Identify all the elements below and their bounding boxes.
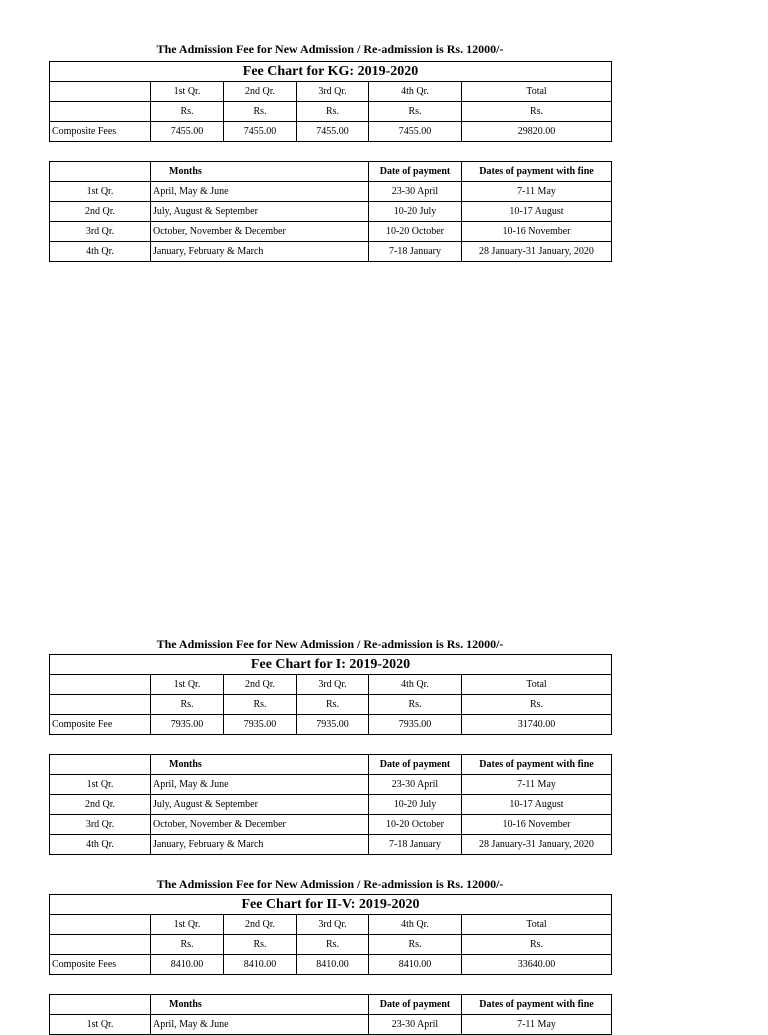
table-row: 2nd Qr. July, August & September 10-20 July 10-17 August xyxy=(50,202,612,222)
table-row: 4th Qr. January, February & March 7-18 January 28 January-31 January, 2020 xyxy=(50,835,612,855)
schedule-header-row: Months Date of payment Dates of payment with fine xyxy=(50,995,612,1015)
quarter-header-row: 1st Qr. 2nd Qr. 3rd Qr. 4th Qr. Total xyxy=(50,915,612,935)
schedule-header-row: Months Date of payment Dates of payment with fine xyxy=(50,755,612,775)
currency-row: Rs. Rs. Rs. Rs. Rs. xyxy=(50,935,612,955)
payment-schedule-table xyxy=(49,754,612,855)
fee-table xyxy=(49,894,612,975)
table-row: 1st Qr. April, May & June 23-30 April 7-11 May xyxy=(50,182,612,202)
currency-row: Rs. Rs. Rs. Rs. Rs. xyxy=(50,695,612,715)
admission-note: The Admission Fee for New Admission / Re-admission is Rs. 12000/- xyxy=(156,637,504,651)
fee-row: Composite Fees 8410.00 8410.00 8410.00 8410.00 33640.00 xyxy=(50,955,612,975)
currency-row: Rs. Rs. Rs. Rs. Rs. xyxy=(50,102,612,122)
admission-note: The Admission Fee for New Admission / Re-admission is Rs. 12000/- xyxy=(156,877,504,891)
schedule-header-row: Months Date of payment Dates of payment with fine xyxy=(50,162,612,182)
table-row: 2nd Qr. July, August & September 10-20 July 10-17 August xyxy=(50,795,612,815)
quarter-header-row: 1st Qr. 2nd Qr. 3rd Qr. 4th Qr. Total xyxy=(50,675,612,695)
table-row: 3rd Qr. October, November & December 10-20 October 10-16 November xyxy=(50,815,612,835)
fee-row: Composite Fee 7935.00 7935.00 7935.00 7935.00 31740.00 xyxy=(50,715,612,735)
payment-schedule-table xyxy=(49,161,612,262)
quarter-header-row: 1st Qr. 2nd Qr. 3rd Qr. 4th Qr. Total xyxy=(50,82,612,102)
admission-note: The Admission Fee for New Admission / Re-admission is Rs. 12000/- xyxy=(156,42,504,56)
fee-row: Composite Fees 7455.00 7455.00 7455.00 7455.00 29820.00 xyxy=(50,122,612,142)
fee-chart-title: Fee Chart for II-V: 2019-2020 xyxy=(50,895,612,915)
table-row: 4th Qr. January, February & March 7-18 January 28 January-31 January, 2020 xyxy=(50,242,612,262)
fee-chart-title: Fee Chart for KG: 2019-2020 xyxy=(50,62,612,82)
fee-table xyxy=(49,654,612,735)
table-row: 1st Qr. April, May & June 23-30 April 7-11 May xyxy=(50,1015,612,1035)
table-row: 3rd Qr. October, November & December 10-20 October 10-16 November xyxy=(50,222,612,242)
fee-table xyxy=(49,61,612,142)
payment-schedule-table xyxy=(49,994,612,1035)
fee-chart-title: Fee Chart for I: 2019-2020 xyxy=(50,655,612,675)
table-row: 1st Qr. April, May & June 23-30 April 7-11 May xyxy=(50,775,612,795)
